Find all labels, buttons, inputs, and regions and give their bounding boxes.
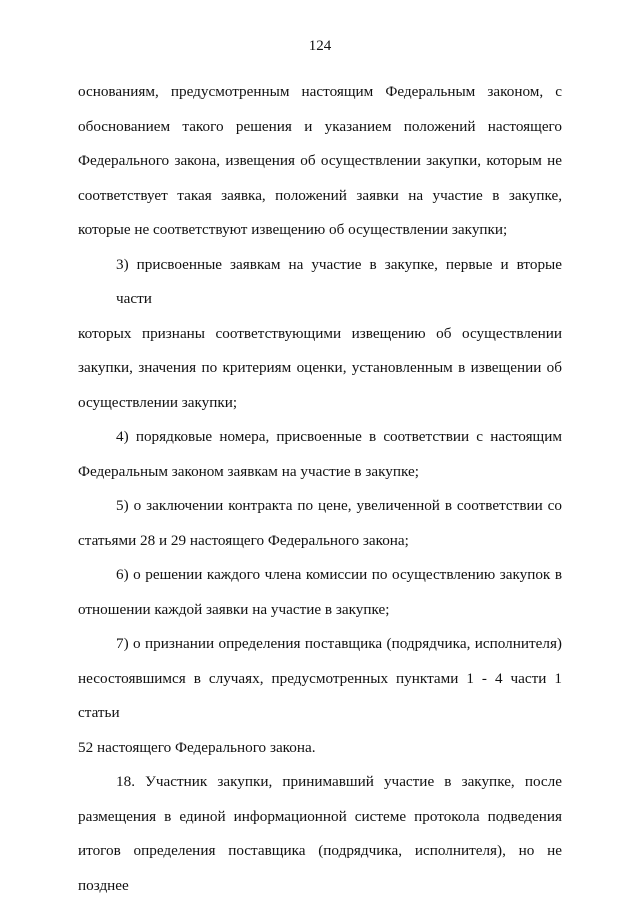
text-line: отношении каждой заявки на участие в закупке; [78,600,390,618]
text-line: которых признаны соответствующими извещению об осуществлении [78,324,562,342]
page-number: 124 [308,38,332,54]
text-line: осуществлении закупки; [78,393,238,411]
list-item-7 [78,627,562,765]
text-line: 18. Участник закупки, принимавший участие в закупке, после [116,773,562,790]
text-line: основаниям, предусмотренным настоящим Федеральным законом, с [78,83,562,100]
paragraph-continuation [78,75,562,248]
text-line: соответствует такая заявка, положений заявки на участие в закупке, [78,186,562,204]
text-line: итогов определения поставщика (подрядчика, исполнителя), но не позднее [78,842,562,894]
list-item-4 [78,420,562,489]
text-line: 6) о решении каждого члена комиссии по осуществлению закупок в [116,566,562,583]
document-body [78,75,562,903]
text-line: которые не соответствуют извещению об осуществлении закупки; [78,221,508,238]
text-line: статьями 28 и 29 настоящего Федерального закона; [78,531,409,549]
text-line: закупки, значения по критериям оценки, установленным в извещении об [78,359,562,376]
text-line: 52 настоящего Федерального закона. [78,738,316,756]
text-line: Федеральным законом заявкам на участие в закупке; [78,462,419,480]
text-line: 7) о признании определения поставщика (подрядчика, исполнителя) [116,635,562,652]
text-line: 4) порядковые номера, присвоенные в соответствии с настоящим [116,428,562,445]
text-line: 5) о заключении контракта по цене, увеличенной в соответствии со [116,497,562,514]
list-item-6 [78,558,562,627]
text-line: несостоявшимся в случаях, предусмотренных пунктами 1 - 4 части 1 статьи [78,669,562,721]
text-line: Федерального закона, извещения об осуществлении закупки, которым не [78,152,562,169]
text-line: размещения в единой информационной системе протокола подведения [78,807,562,825]
list-item-5 [78,489,562,558]
text-line: обоснованием такого решения и указанием положений настоящего [78,117,562,135]
section-18 [78,765,562,903]
text-line: 3) присвоенные заявкам на участие в закупке, первые и вторые части [116,255,562,307]
list-item-3 [78,248,562,421]
